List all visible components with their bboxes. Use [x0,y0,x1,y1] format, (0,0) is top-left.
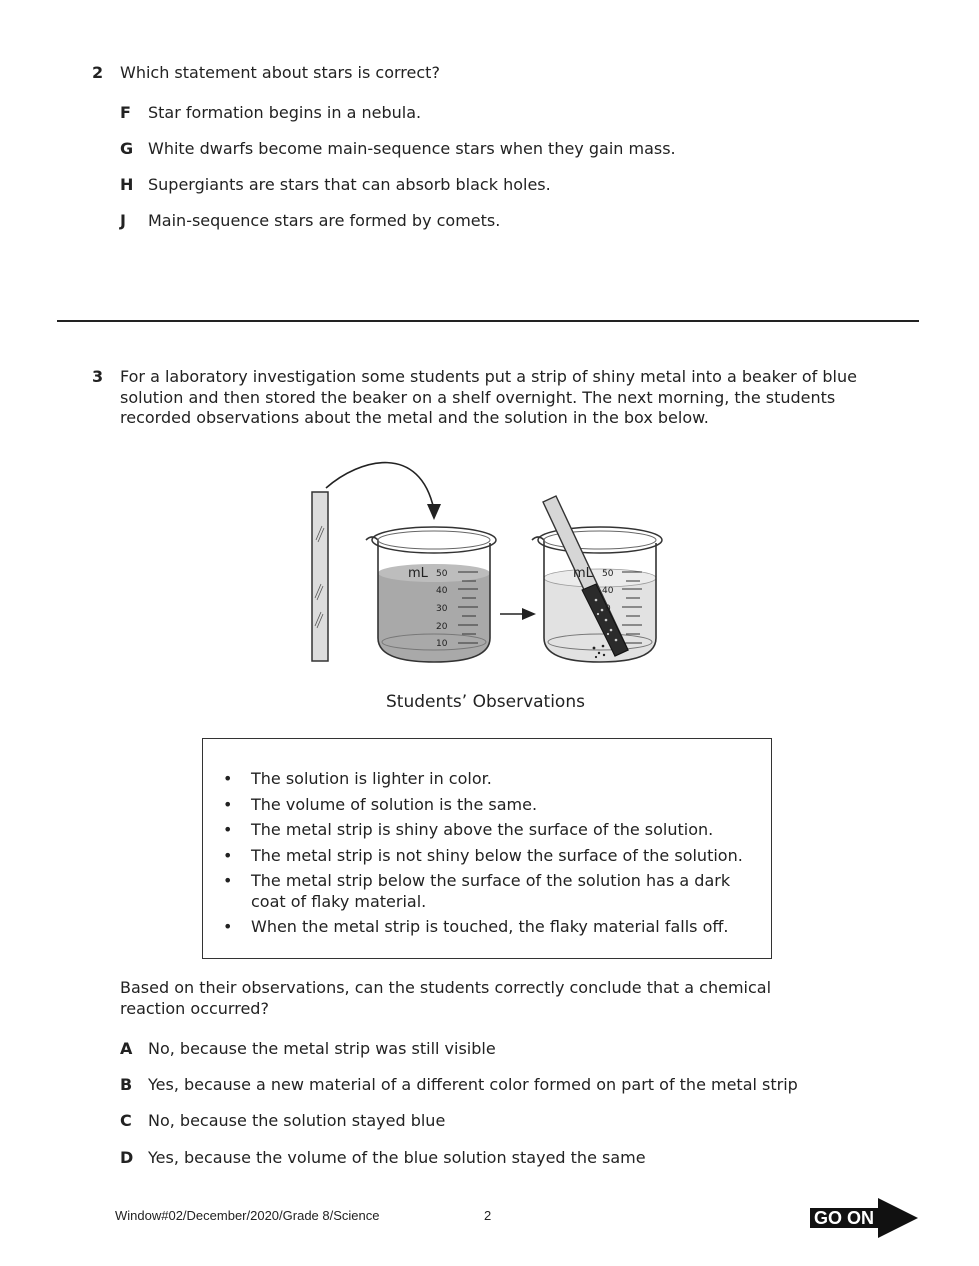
q3-option-a-text[interactable]: No, because the metal strip was still visible [148,1039,496,1058]
straight-arrow-head-icon [522,608,536,620]
left-tick-40: 40 [436,586,448,596]
left-tick-20: 20 [436,622,448,632]
question-2-number: 2 [92,63,104,82]
q3-option-c-letter[interactable]: C [120,1111,132,1130]
q2-option-f-text[interactable]: Star formation begins in a nebula. [148,103,422,122]
right-tick-50: 50 [602,569,614,579]
left-tick-30: 30 [436,604,448,614]
curved-arrow-icon [326,463,434,510]
q3-option-c-text[interactable]: No, because the solution stayed blue [148,1111,446,1130]
q2-option-h-letter[interactable]: H [120,175,134,194]
observation-text: The metal strip is shiny above the surface of the solution. [251,820,714,839]
observation-item [223,794,756,816]
bullet-icon: • [223,871,233,890]
right-tick-30-partial: 0 [605,604,611,614]
left-beaker [366,527,496,662]
observation-item [223,917,756,938]
question-3-stem: For a laboratory investigation some students put a strip of shiny metal into a beaker of blue solution and then stored the beaker on a shelf overnight. The next morning, the students recorded observations about the metal and the solution in the box below. [120,367,857,427]
observation-text: The metal strip below the surface of the solution has a dark coat of flaky material. [251,871,731,911]
right-beaker [532,496,662,662]
observation-item [223,769,756,790]
question-2-stem: Which statement about stars is correct? [120,63,440,82]
bullet-icon: • [223,917,233,936]
bullet-icon: • [223,794,233,814]
left-tick-50: 50 [436,569,448,579]
q2-option-j-letter[interactable]: J [120,211,126,230]
left-beaker-unit: mL [408,566,428,581]
q3-option-a-letter[interactable]: A [120,1039,133,1058]
question-3-prompt: Based on their observations, can the students correctly conclude that a chemical reaction occurred? [120,978,772,1018]
q2-option-g-text[interactable]: White dwarfs become main-sequence stars when they gain mass. [148,139,676,158]
left-tick-10: 10 [436,639,448,649]
observation-text: The solution is lighter in color. [251,769,492,788]
beaker-diagram [300,448,680,673]
q2-option-j-text[interactable]: Main-sequence stars are formed by comets. [148,211,501,230]
bullet-icon: • [223,820,233,839]
q3-option-d-text[interactable]: Yes, because the volume of the blue solution stayed the same [148,1148,646,1167]
observation-item [223,871,746,912]
footer-source: Window#02/December/2020/Grade 8/Science [115,1208,380,1223]
right-tick-40: 40 [602,586,614,596]
observation-item [223,845,756,867]
section-divider [57,320,919,322]
observations-box [202,738,772,959]
go-on-button[interactable] [810,1198,920,1238]
curved-arrow-head-icon [427,504,441,520]
page-number: 2 [484,1208,492,1223]
q2-option-h-text[interactable]: Supergiants are stars that can absorb black holes. [148,175,551,194]
bullet-icon: • [223,845,233,865]
metal-strip [312,492,328,661]
observation-text: The volume of solution is the same. [251,794,538,814]
q3-option-b-text[interactable]: Yes, because a new material of a different color formed on part of the metal strip [148,1075,798,1094]
observations-title: Students’ Observations [386,692,585,712]
bullet-icon: • [223,769,233,788]
observation-item [223,820,756,841]
q3-option-d-letter[interactable]: D [120,1148,134,1167]
right-beaker-unit: mL [573,566,593,581]
observation-text: The metal strip is not shiny below the surface of the solution. [251,845,743,865]
q2-option-g-letter[interactable]: G [120,139,134,158]
go-on-label: GO ON [814,1208,875,1228]
question-3-number: 3 [92,367,104,386]
q3-option-b-letter[interactable]: B [120,1075,133,1094]
q2-option-f-letter[interactable]: F [120,103,131,122]
observation-text: When the metal strip is touched, the flaky material falls off. [251,917,729,936]
